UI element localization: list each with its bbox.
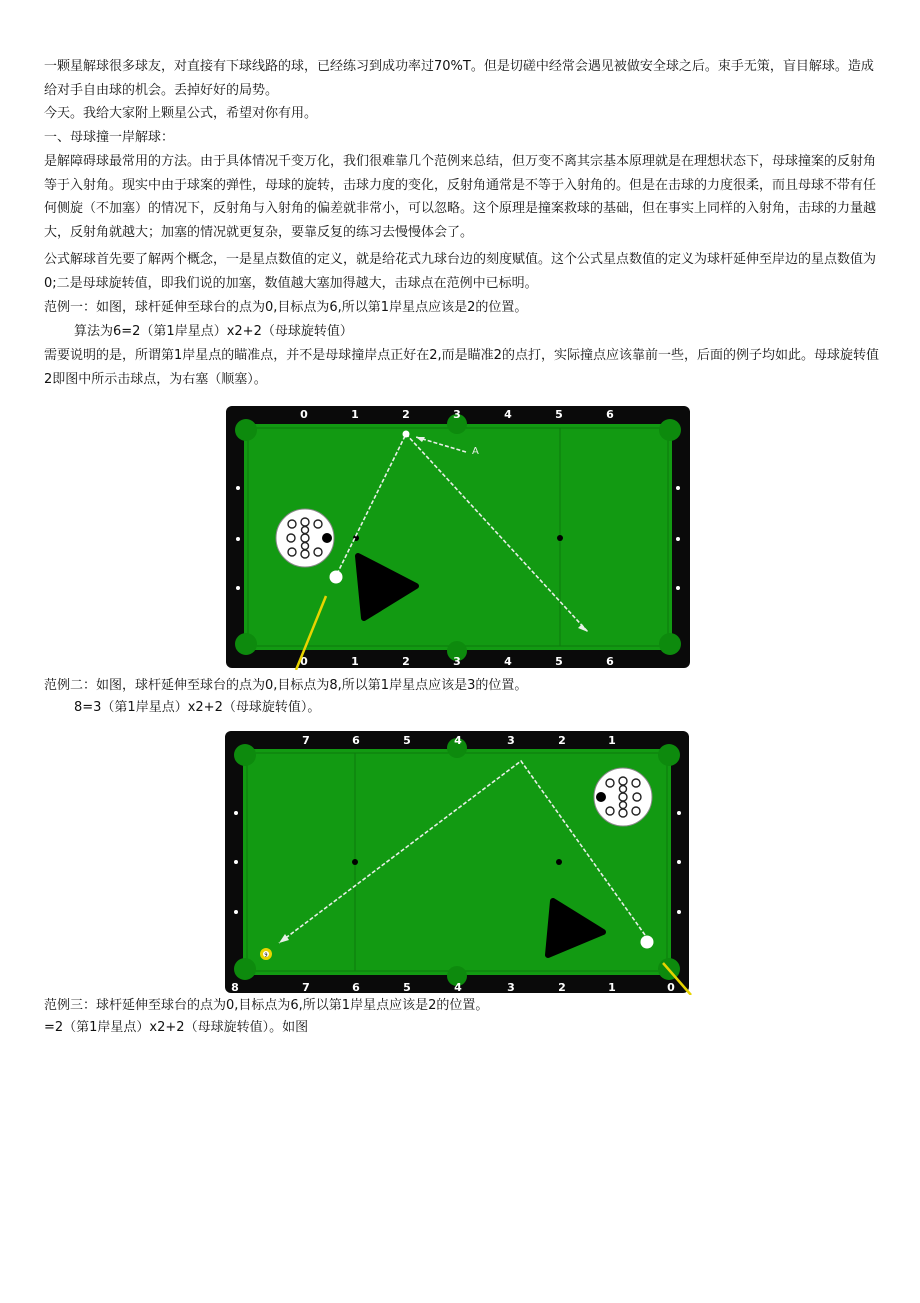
rail-number-top: 6 [606, 408, 614, 421]
rail-number-top: 5 [555, 408, 563, 421]
principle-paragraph: 是解障碍球最常用的方法。由于具体情况千变万化，我们很难靠几个范例来总结，但万变不离其宗基本原理就是在理想状态下，母球撞案的反射角等于入射角。现实中由于球案的弹性，母球的旋转，击球力度的变化，反射角通常是不等于入射角的。但是在击球的力度很柔，而且母球不带有任何侧旋（不加塞）的情况下，反射角与入射角的偏差就非常小，可以忽略。这个原理是撞案救球的基础，但在事实上同样的入射角，击球的力量越大，反射角就越大；加塞的情况就更复杂，要靠反复的练习去慢慢体会了。 [44, 154, 877, 240]
rail-number-top: 5 [403, 734, 411, 747]
rail-number-bottom: 8 [231, 981, 239, 994]
intro-paragraph: 一颗星解球很多球友，对直接有下球线路的球，已经练习到成功率过70%T。但是切磋中经常会遇见被做安全球之后。束手无策，盲目解球。造成给对手自由球的机会。丢掉好好的局势。 [44, 59, 874, 98]
rail-number-bottom: 7 [302, 981, 310, 994]
target-label: A [472, 446, 479, 457]
spin-indicator-ball [594, 768, 652, 826]
rail-number-top: 3 [453, 408, 461, 421]
intro-line: 今天。我给大家附上颗星公式，希望对你有用。 [44, 106, 318, 121]
cue-ball [330, 571, 343, 584]
example-3-text: 范例三：球杆延伸至球台的点为0,目标点为6,所以第1岸星点应该是2的位置。 [44, 998, 489, 1013]
foot-spot [556, 859, 562, 865]
section-heading: 一、母球撞一岸解球： [44, 130, 175, 145]
rail-number-bottom: 4 [454, 981, 462, 994]
rail-number-bottom: 6 [606, 655, 614, 668]
example-1-formula: 算法为6=2（第1岸星点）x2+2（母球旋转值） [74, 324, 353, 339]
rail-number-top: 1 [351, 408, 359, 421]
example-2-formula: 8=3（第1岸星点）x2+2（母球旋转值）。 [74, 700, 321, 715]
strike-point-marker [322, 533, 332, 543]
rail-number-top: 2 [402, 408, 410, 421]
rail-number-bottom: 3 [453, 655, 461, 668]
rail-number-top: 2 [558, 734, 566, 747]
rail-number-bottom: 5 [555, 655, 563, 668]
rail-number-bottom: 0 [300, 655, 308, 668]
example-1-text: 范例一：如图，球杆延伸至球台的点为0,目标点为6,所以第1岸星点应该是2的位置。 [44, 300, 528, 315]
rail-number-top: 0 [300, 408, 308, 421]
cue-ball [641, 936, 654, 949]
rail-number-bottom: 4 [504, 655, 512, 668]
head-spot [352, 859, 358, 865]
example-3-formula: =2（第1岸星点）x2+2（母球旋转值）。如图 [44, 1020, 309, 1035]
formula-concept-paragraph: 公式解球首先要了解两个概念，一是星点数值的定义，就是给花式九球台边的刻度赋值。这个公式星点数值的定义为球杆延伸至岸边的星点数值为0;二是母球旋转值，即我们说的加塞，数值越大塞加得越大，击球点在范例中已标明。 [44, 252, 877, 291]
rail-number-bottom: 5 [403, 981, 411, 994]
rail-number-top: 7 [302, 734, 310, 747]
example-2-text: 范例二：如图，球杆延伸至球台的点为0,目标点为8,所以第1岸星点应该是3的位置。 [44, 678, 528, 693]
strike-point-marker [596, 792, 606, 802]
rail-number-top: 4 [454, 734, 462, 747]
example-1-note: 需要说明的是，所谓第1岸星点的瞄准点，并不是母球撞岸点正好在2,而是瞄准2的点打，实际撞点应该靠前一些，后面的例子均如此。母球旋转值2即图中所示击球点，为右塞（顺塞）。 [44, 348, 879, 387]
rail-number-bottom: 6 [352, 981, 360, 994]
pool-table-figure-1 [226, 406, 690, 670]
aim-point [403, 431, 410, 438]
rail-number-bottom: 1 [351, 655, 359, 668]
rail-number-bottom: 0 [667, 981, 675, 994]
spin-indicator-ball [276, 509, 334, 567]
rail-number-bottom: 2 [402, 655, 410, 668]
rail-number-bottom: 3 [507, 981, 515, 994]
rail-number-bottom: 2 [558, 981, 566, 994]
pool-table-figure-2 [223, 727, 693, 995]
rail-number-top: 6 [352, 734, 360, 747]
rail-number-top: 4 [504, 408, 512, 421]
rail-number-bottom: 1 [608, 981, 616, 994]
ball-number: 9 [264, 952, 268, 959]
rail-number-top: 3 [507, 734, 515, 747]
rail-number-top: 1 [608, 734, 616, 747]
head-spot [557, 535, 563, 541]
